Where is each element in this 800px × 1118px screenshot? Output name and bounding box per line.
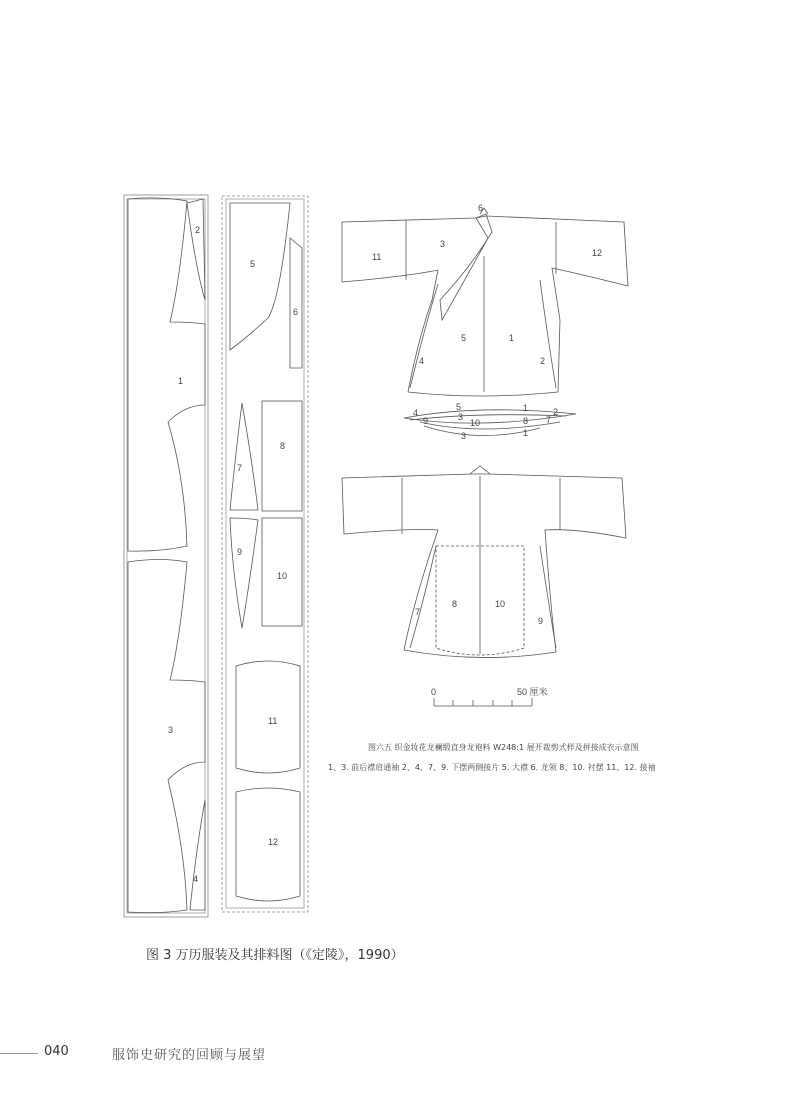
front-label-12: 12 [592,248,603,258]
label-5: 5 [250,259,256,269]
label-2: 2 [195,225,201,235]
front-label-6: 6 [478,203,484,213]
scale-fifty: 50 厘米 [517,687,548,697]
piece-2 [187,199,205,300]
running-title: 服饰史研究的回顾与展望 [112,1048,267,1063]
scale-bar [434,698,532,706]
label-6: 6 [293,307,299,317]
label-4: 4 [193,874,199,884]
hem-label-7: 7 [546,415,552,425]
hem-label-3: 3 [458,412,464,422]
figure-title: 图六五 织金妆花龙襕缎直身龙袍料 W248:1 展开裁剪式样及拼接成衣示意图 [368,743,639,752]
left-strip-inner [127,199,205,913]
hem-label-10: 10 [470,418,481,428]
middle-strip-outer [222,196,308,912]
front-label-11: 11 [372,252,382,262]
robe-back [342,466,626,658]
label-8: 8 [280,441,286,451]
page-number: 040 [44,1044,69,1059]
front-label-2: 2 [540,356,546,366]
piece-6 [290,238,302,368]
back-label-9: 9 [538,616,544,626]
back-label-8: 8 [452,599,458,609]
hem-label-1b: 1 [523,428,529,438]
hem-label-8: 8 [523,416,529,426]
piece-5 [230,203,290,350]
front-label-3: 3 [440,239,446,249]
front-label-1: 1 [509,333,515,343]
figure-legend: 1、3. 前后襟肩通袖 2、4、7、9. 下摆两侧接片 5. 大襟 6. 龙领 8、10. 衬摆 11、12. 接袖 [328,763,656,772]
label-3: 3 [168,725,174,735]
scale-zero: 0 [431,687,437,697]
hem-label-4: 4 [413,408,419,418]
label-9: 9 [237,547,243,557]
main-caption: 图 3 万历服装及其排料图（《定陵》，1990） [146,948,404,963]
footer-rule [0,1053,38,1054]
left-strip-outer [124,195,208,917]
hem-label-5: 5 [456,402,462,412]
robe-front [342,208,628,396]
label-1: 1 [178,376,184,386]
piece-4 [190,800,205,910]
hem-label-2: 2 [553,407,559,417]
piece-9 [230,518,258,628]
hem-label-9: 9 [423,416,429,426]
back-label-10: 10 [495,599,506,609]
back-label-7: 7 [415,607,421,617]
label-10: 10 [277,571,288,581]
label-12: 12 [268,837,279,847]
hem-label-3b: 3 [461,431,467,441]
label-11: 11 [268,716,278,726]
front-label-5: 5 [461,333,467,343]
hem-label-1: 1 [523,403,529,413]
front-label-4: 4 [419,356,425,366]
piece-1 [128,198,205,551]
piece-7 [230,403,258,510]
piece-8 [262,401,302,511]
piece-3 [128,560,205,913]
label-7: 7 [237,463,243,473]
